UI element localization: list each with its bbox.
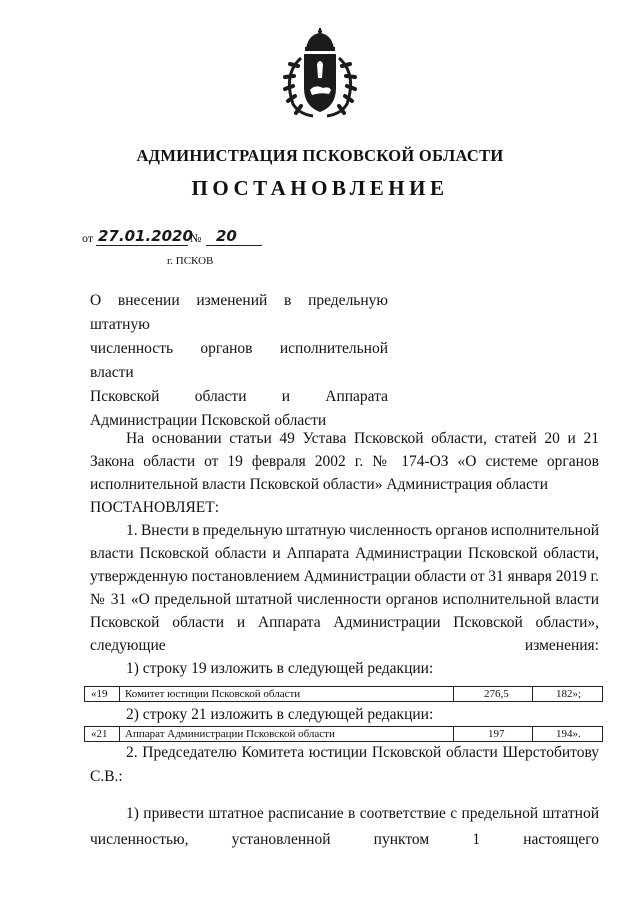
from-label: от xyxy=(82,231,94,245)
subject-line: численность органов исполнительной власти xyxy=(90,340,388,381)
document-type: ПОСТАНОВЛЕНИЕ xyxy=(191,176,449,200)
row-name: Аппарат Администрации Псковской области xyxy=(125,728,335,740)
number-label: № xyxy=(190,231,202,245)
row-value-2: 182»; xyxy=(556,688,582,700)
cell-divider xyxy=(532,687,533,701)
cell-divider xyxy=(119,727,120,741)
city-label: г. ПСКОВ xyxy=(167,255,214,267)
row-number: «19 xyxy=(91,688,108,700)
subject-line: Псковской области и Аппарата xyxy=(90,388,388,405)
body-section-2 xyxy=(90,703,599,726)
sub-item-2: 2) строку 21 изложить в следующей редакции: xyxy=(126,706,434,723)
subject-line: О внесении изменений в предельную штатную xyxy=(90,292,388,333)
cell-divider xyxy=(119,687,120,701)
document-number: 20 xyxy=(216,227,237,245)
body-section-3 xyxy=(90,741,599,853)
pskov-coat-of-arms-icon xyxy=(265,28,375,120)
row-value-2: 194». xyxy=(556,728,581,740)
item-2-paragraph: 2. Председателю Комитета юстиции Псковской области Шерстобитову С.В.: xyxy=(90,744,599,785)
document-date: 27.01.2020 xyxy=(98,227,193,245)
resolves-heading: ПОСТАНОВЛЯЕТ: xyxy=(90,499,220,516)
row-number: «21 xyxy=(91,728,108,740)
row-value-1: 197 xyxy=(488,728,505,740)
number-underline xyxy=(206,245,262,246)
cell-divider xyxy=(453,727,454,741)
document-subject xyxy=(90,289,388,433)
cell-divider xyxy=(453,687,454,701)
sub-item-1: 1) строку 19 изложить в следующей редакции: xyxy=(126,660,434,677)
date-number-line xyxy=(82,227,272,249)
item-2-sub-1-paragraph: 1) привести штатное расписание в соответствие с предельной штатной численностью, установленной пунктом 1 настоящего xyxy=(90,805,599,848)
item-1-paragraph: 1. Внести в предельную штатную численность органов исполнительной власти Псковской области и Аппарата Администрации Псковской области, утвержденную постановлением Администрации области от 31 января 2019 г. № 31 «О предельной штатной численности органов исполнительной власти Псковской области и Аппарата Администрации Псковской области», следующие изменения: xyxy=(90,522,599,654)
table-row-21 xyxy=(84,726,603,742)
table-row-19 xyxy=(84,686,603,702)
cell-divider xyxy=(532,727,533,741)
subject-line: Администрации Псковской области xyxy=(90,412,327,429)
body-section-1 xyxy=(90,427,599,680)
row-name: Комитет юстиции Псковской области xyxy=(125,688,301,700)
preamble-paragraph: На основании статьи 49 Устава Псковской области, статей 20 и 21 Закона области от 19 февраля 2002 г. № 174-ОЗ «О системе органов исполнительной власти Псковской области» Администрация области xyxy=(90,430,599,493)
row-value-1: 276,5 xyxy=(484,688,509,700)
date-underline xyxy=(96,245,188,246)
organization-name: АДМИНИСТРАЦИЯ ПСКОВСКОЙ ОБЛАСТИ xyxy=(136,146,504,165)
